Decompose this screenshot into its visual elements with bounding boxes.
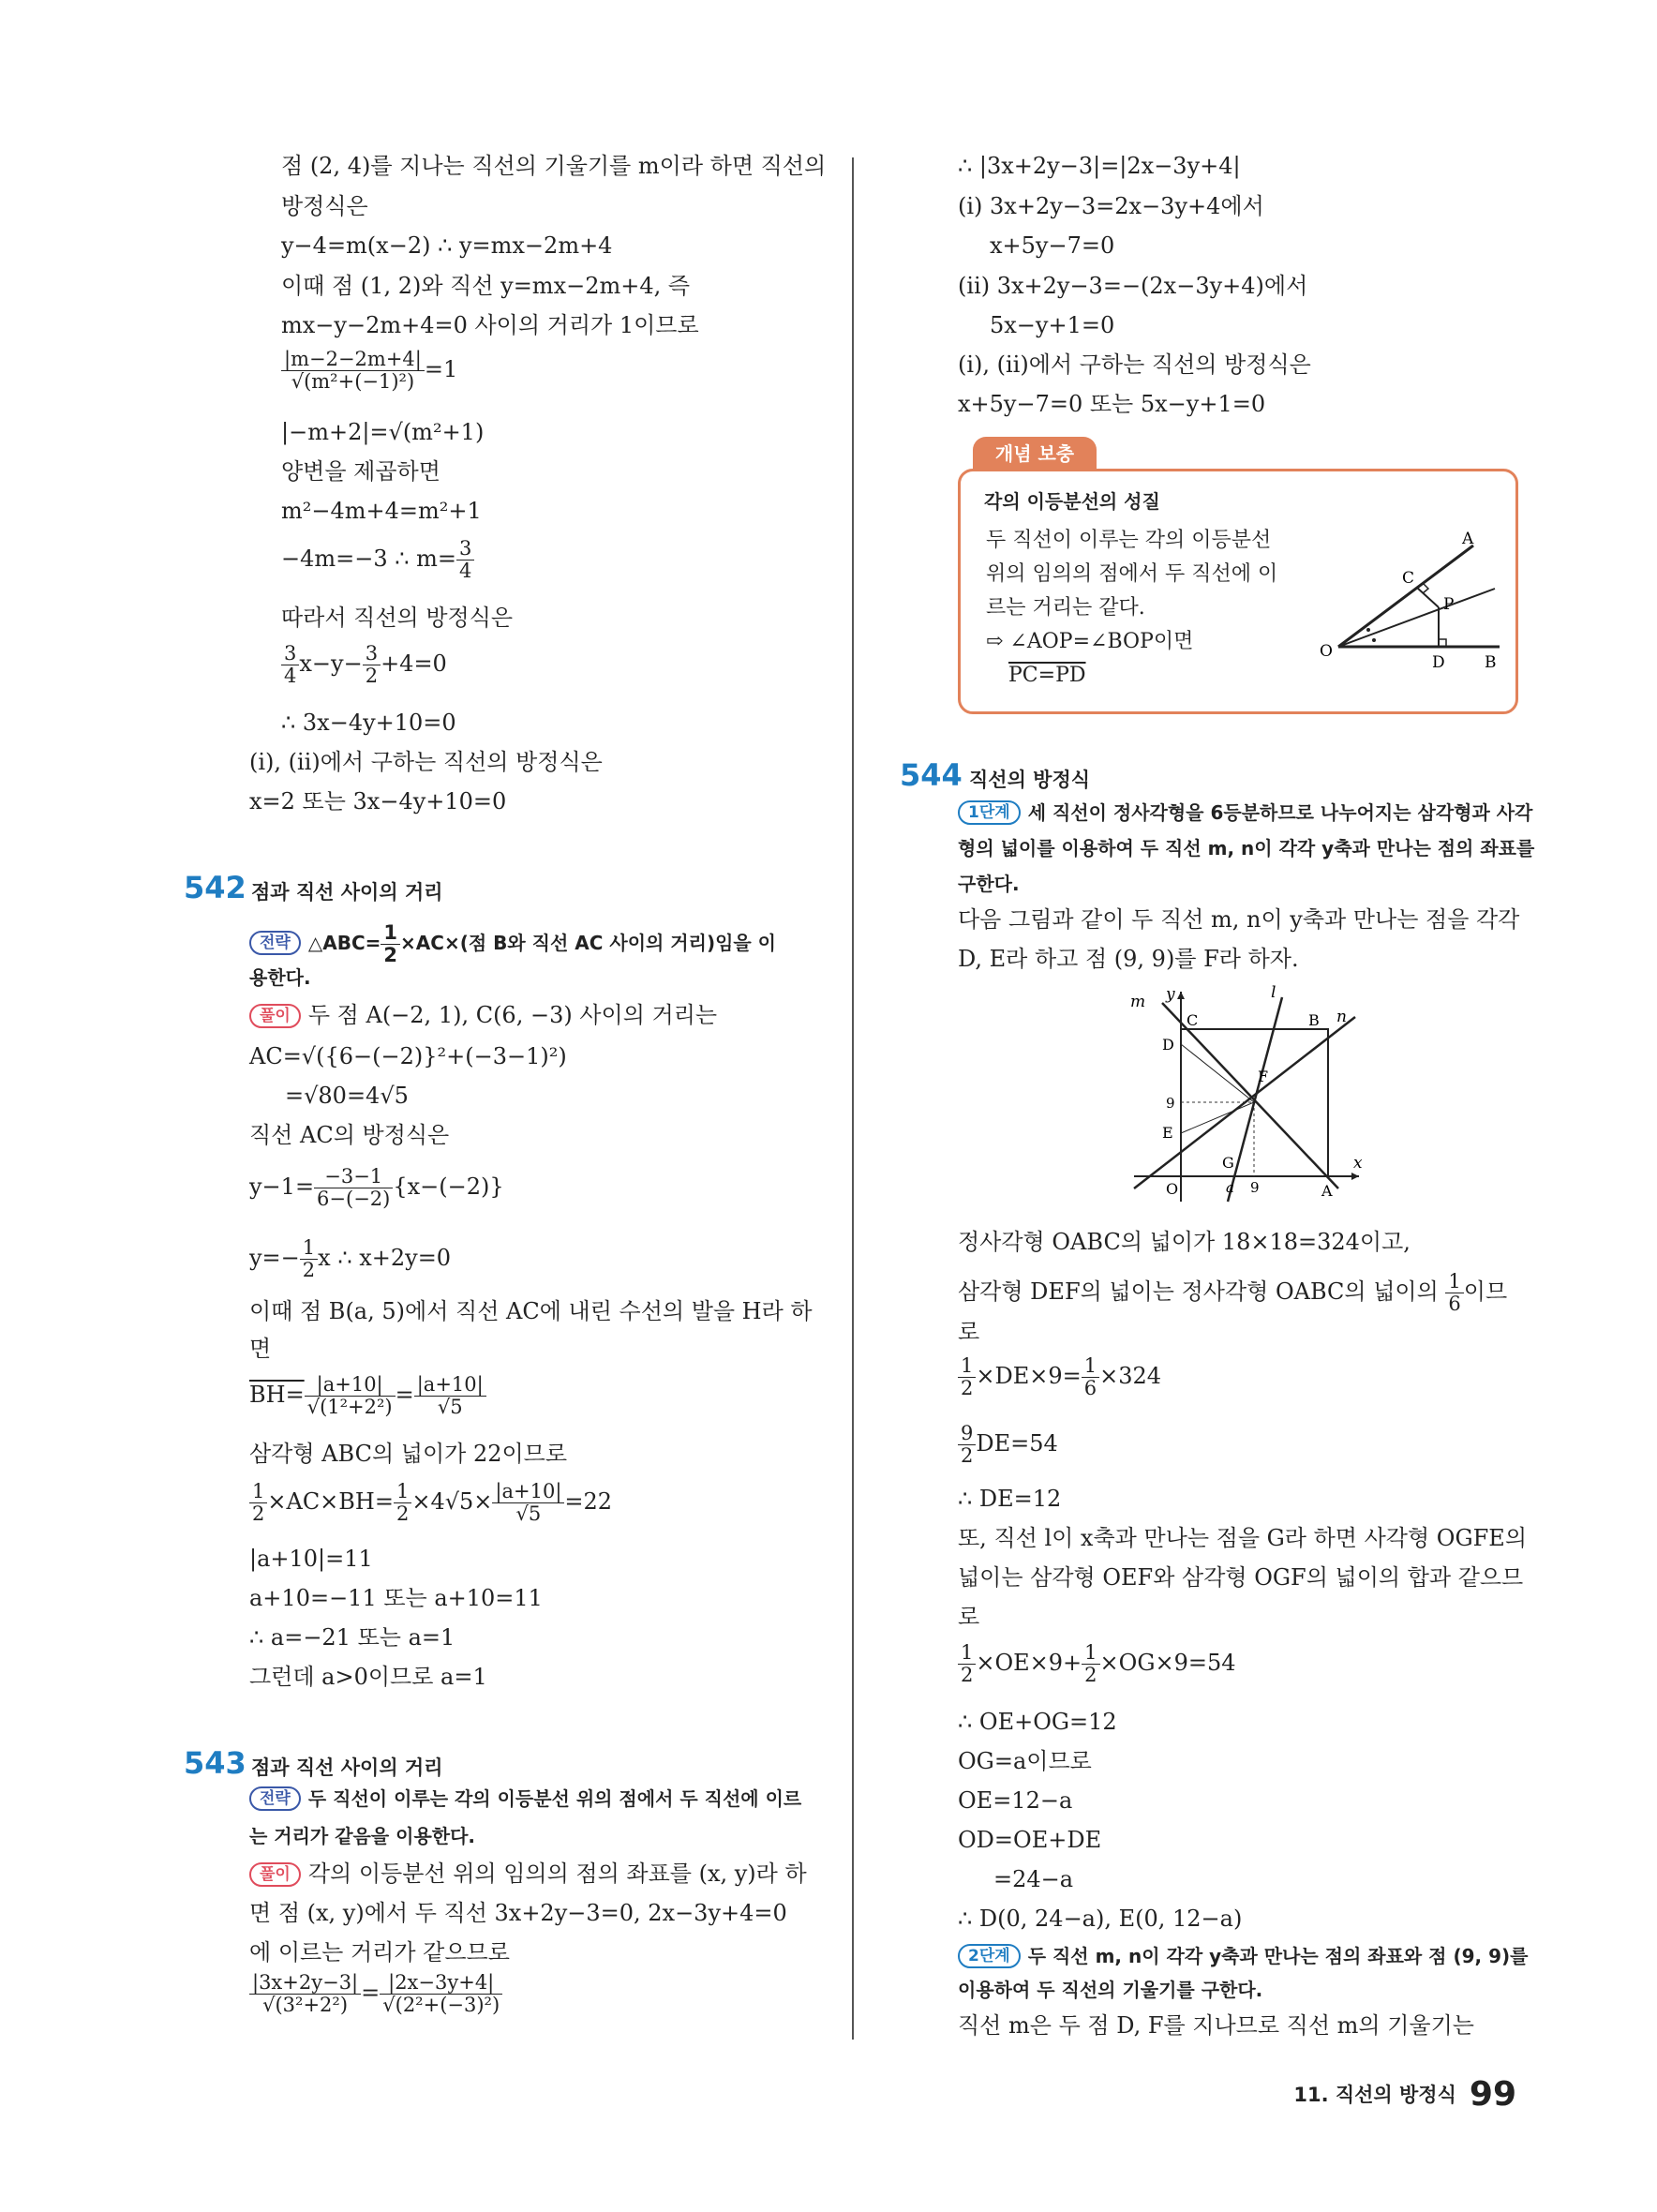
text-line: =√80=4√5 bbox=[285, 1083, 409, 1109]
label-m: m bbox=[1130, 993, 1146, 1011]
step-line: 구한다. bbox=[958, 873, 1020, 895]
label-nine-x: 9 bbox=[1250, 1179, 1260, 1196]
text-line: |a+10|=11 bbox=[249, 1546, 373, 1572]
og-equation: $\frac{1}{2}$ ×OE×9+ $\frac{1}{2}$ ×OG×9=54 bbox=[958, 1642, 1236, 1686]
step-line: 이용하여 두 직선의 기울기를 구한다. bbox=[958, 1979, 1263, 2001]
right-angle-c bbox=[1423, 583, 1428, 593]
text-line: D, E라 하고 점 (9, 9)를 F라 하자. bbox=[958, 946, 1299, 972]
ac-equation-simplified: y=− $\frac{1}{2}$ x ∴ x+2y=0 bbox=[249, 1236, 452, 1282]
label-l: l bbox=[1271, 984, 1276, 1002]
text-line: 또, 직선 l이 x축과 만나는 점을 G라 하면 사각형 OGFE의 bbox=[958, 1525, 1528, 1551]
line-m bbox=[1162, 1003, 1338, 1188]
de-equation-2: $\frac{9}{2}$ DE=54 bbox=[958, 1423, 1058, 1467]
text-line: 이때 점 B(a, 5)에서 직선 AC에 내린 수선의 발을 H라 하 bbox=[249, 1298, 813, 1324]
text-line: x=2 또는 3x−4y+10=0 bbox=[249, 788, 507, 815]
label-p: P bbox=[1443, 595, 1455, 614]
y-arrow bbox=[1177, 992, 1185, 999]
label-x: x bbox=[1353, 1154, 1363, 1173]
text-line: y−4=m(x−2) ∴ y=mx−2m+4 bbox=[281, 232, 613, 259]
text-line: m²−4m+4=m²+1 bbox=[281, 498, 482, 524]
problem-title: 직선의 방정식 bbox=[969, 769, 1091, 791]
x-arrow bbox=[1351, 1173, 1359, 1180]
angle-bisector-figure bbox=[1312, 525, 1509, 684]
text-line: 점 (2, 4)를 지나는 직선의 기울기를 m이라 하면 직선의 bbox=[281, 153, 827, 179]
strategy-line: 용한다. bbox=[249, 966, 311, 989]
label-a-lower: a bbox=[1226, 1179, 1234, 1196]
concept-text: 위의 임의의 점에서 두 직선에 이 bbox=[986, 562, 1278, 586]
label-c: C bbox=[1187, 1011, 1199, 1029]
square-graph bbox=[1125, 984, 1368, 1209]
label-a: A bbox=[1321, 1182, 1333, 1200]
label-d: D bbox=[1162, 1036, 1174, 1054]
text-line: 로 bbox=[958, 1604, 980, 1630]
text-line: ∴ |3x+2y−3|=|2x−3y+4| bbox=[958, 153, 1241, 179]
text-line: 면 bbox=[249, 1336, 272, 1362]
page-footer bbox=[1293, 2075, 1516, 2114]
column-divider bbox=[852, 157, 854, 2040]
label-b: B bbox=[1485, 653, 1497, 672]
problem-title: 점과 직선 사이의 거리 bbox=[251, 1756, 443, 1779]
text-line: 에 이르는 거리가 같으므로 bbox=[249, 1939, 510, 1965]
solution-line: 풀이 각의 이등분선 위의 임의의 점의 좌표를 (x, y)라 하 bbox=[249, 1860, 807, 1888]
label-n: n bbox=[1336, 1008, 1347, 1026]
concept-tab: 개념 보충 bbox=[973, 437, 1097, 471]
text-line: 따라서 직선의 방정식은 bbox=[281, 605, 514, 631]
de-equation: $\frac{1}{2}$ ×DE×9= $\frac{1}{6}$ ×324 bbox=[958, 1355, 1161, 1399]
problem-title: 점과 직선 사이의 거리 bbox=[251, 881, 443, 904]
label-c: C bbox=[1402, 569, 1415, 588]
solution-tag: 풀이 bbox=[249, 1862, 301, 1887]
label-a: A bbox=[1462, 530, 1474, 548]
label-e: E bbox=[1162, 1124, 1173, 1142]
solution-line: 풀이 두 점 A(−2, 1), C(6, −3) 사이의 거리는 bbox=[249, 1001, 717, 1029]
text-line: 그런데 a>0이므로 a=1 bbox=[249, 1664, 487, 1690]
text-line: OD=OE+DE bbox=[958, 1827, 1102, 1853]
step-line: 2단계 두 직선 m, n이 각각 y축과 만나는 점의 좌표와 점 (9, 9)를 bbox=[958, 1942, 1528, 1970]
text-line: (ⅰ), (ⅱ)에서 구하는 직선의 방정식은 bbox=[249, 749, 603, 775]
segment-pc bbox=[1417, 588, 1439, 607]
distance-equation: $\frac{|3x+2y-3|}{\text{√(3²+2²)}}$ = $\frac{|2x-3y+4|}{\text{√(2²+(−3)²)}}$ bbox=[249, 1972, 502, 2016]
solution-tag: 풀이 bbox=[249, 1004, 301, 1028]
concept-title: 각의 이등분선의 성질 bbox=[984, 490, 1160, 513]
label-o: O bbox=[1320, 642, 1333, 661]
page-number: 99 bbox=[1469, 2075, 1516, 2114]
text-line: (ⅱ) 3x+2y−3=−(2x−3y+4)에서 bbox=[958, 273, 1308, 299]
text-line: OG=a이므로 bbox=[958, 1748, 1092, 1774]
area-equation: $\frac{1}{2}$ ×AC×BH= $\frac{1}{2}$ ×4√5× $\frac{|a+10|}{√5}$ =22 bbox=[249, 1481, 612, 1525]
fraction-eq: $\frac{|m-2-2m+4|}{\text{√(m²+(−1)²)}}$ =1 bbox=[281, 349, 457, 393]
chapter-label: 11. 직선의 방정식 bbox=[1293, 2084, 1456, 2106]
text-line: ∴ DE=12 bbox=[958, 1486, 1062, 1512]
step-line: 1단계 세 직선이 정사각형을 6등분하므로 나누어지는 삼각형과 사각 bbox=[958, 799, 1532, 827]
label-y: y bbox=[1166, 985, 1175, 1004]
strategy-line: 전략 △ABC= $\frac{1}{2}$ ×AC×(점 B와 직선 AC 사이의 거리)임을 이 bbox=[249, 922, 776, 966]
text-line: a+10=−11 또는 a+10=11 bbox=[249, 1585, 543, 1611]
text-line: ∴ OE+OG=12 bbox=[958, 1709, 1117, 1735]
label-f: F bbox=[1258, 1068, 1269, 1085]
text-line: (ⅰ), (ⅱ)에서 구하는 직선의 방정식은 bbox=[958, 351, 1311, 378]
label-g: G bbox=[1222, 1154, 1234, 1172]
label-d: D bbox=[1432, 653, 1445, 672]
text-line: 로 bbox=[958, 1319, 980, 1345]
problem-number: 544 bbox=[900, 757, 963, 793]
bisector-op bbox=[1338, 589, 1495, 647]
line-l bbox=[1228, 997, 1282, 1202]
text-line: (ⅰ) 3x+2y−3=2x−3y+4에서 bbox=[958, 193, 1264, 219]
text-line: mx−y−2m+4=0 사이의 거리가 1이므로 bbox=[281, 312, 699, 338]
problem-number: 542 bbox=[184, 870, 246, 905]
text-line: AC=√({6−(−2)}²+(−3−1)²) bbox=[249, 1043, 567, 1069]
text-line: x+5y−7=0 또는 5x−y+1=0 bbox=[958, 391, 1266, 417]
text-line: =24−a bbox=[993, 1866, 1074, 1892]
label-b: B bbox=[1308, 1011, 1320, 1029]
text-line: ∴ D(0, 24−a), E(0, 12−a) bbox=[958, 1906, 1243, 1932]
label-o: O bbox=[1166, 1180, 1179, 1198]
concept-text: 두 직선이 이루는 각의 이등분선 bbox=[986, 529, 1272, 552]
problem-number: 543 bbox=[184, 1745, 246, 1781]
text-line: OE=12−a bbox=[958, 1787, 1073, 1814]
line-equation: $\frac{3}{4}$ x−y− $\frac{3}{2}$ +4=0 bbox=[281, 643, 447, 687]
concept-text: ⇨ ∠AOP=∠BOP이면 bbox=[986, 630, 1194, 653]
concept-text: 르는 거리는 같다. bbox=[986, 596, 1145, 620]
strategy-tag: 전략 bbox=[249, 1786, 301, 1811]
text-line: 면 점 (x, y)에서 두 직선 3x+2y−3=0, 2x−3y+4=0 bbox=[249, 1900, 787, 1926]
text-line: 삼각형 ABC의 넓이가 22이므로 bbox=[249, 1441, 568, 1467]
text-line: ∴ 3x−4y+10=0 bbox=[281, 710, 456, 736]
text-line: 5x−y+1=0 bbox=[990, 312, 1115, 338]
text-line: 직선 m은 두 점 D, F를 지나므로 직선 m의 기울기는 bbox=[958, 2012, 1474, 2039]
text-line: x+5y−7=0 bbox=[990, 232, 1115, 259]
text-line: 다음 그림과 같이 두 직선 m, n이 y축과 만나는 점을 각각 bbox=[958, 906, 1520, 933]
angle-mark bbox=[1372, 638, 1376, 642]
text-line: ∴ a=−21 또는 a=1 bbox=[249, 1624, 455, 1651]
angle-mark bbox=[1366, 628, 1370, 632]
text-line: |−m+2|=√(m²+1) bbox=[281, 419, 485, 445]
text-line: 양변을 제곱하면 bbox=[281, 458, 440, 485]
bh-equation: BH= $\frac{|a+10|}{\text{√(1²+2²)}}$ = $\frac{|a+10|}{√5}$ bbox=[249, 1374, 486, 1418]
concept-text: PC=PD bbox=[1008, 664, 1086, 687]
text-line: 이때 점 (1, 2)와 직선 y=mx−2m+4, 즉 bbox=[281, 273, 691, 299]
text-line: 직선 AC의 방정식은 bbox=[249, 1122, 450, 1148]
strategy-tag: 전략 bbox=[249, 931, 301, 955]
step-tag: 1단계 bbox=[958, 800, 1021, 825]
strategy-line: 전략 두 직선이 이루는 각의 이등분선 위의 점에서 두 직선에 이르 bbox=[249, 1785, 801, 1813]
step-line: 형의 넓이를 이용하여 두 직선 m, n이 각각 y축과 만나는 점의 좌표를 bbox=[958, 837, 1535, 859]
m-equation: −4m=−3 ∴ m= $\frac{3}{4}$ bbox=[281, 538, 474, 582]
step-tag: 2단계 bbox=[958, 1944, 1021, 1968]
strategy-line: 는 거리가 같음을 이용한다. bbox=[249, 1825, 476, 1847]
text-line: 방정식은 bbox=[281, 193, 368, 219]
area-ratio-line: 삼각형 DEF의 넓이는 정사각형 OABC의 넓이의 $\frac{1}{6}$ 이므 bbox=[958, 1270, 1508, 1316]
text-line: 넓이는 삼각형 OEF와 삼각형 OGF의 넓이의 합과 같으므 bbox=[958, 1564, 1524, 1591]
text-line: 정사각형 OABC의 넓이가 18×18=324이고, bbox=[958, 1229, 1411, 1255]
ac-equation: y−1= $\frac{-3-1}{6-(-2)}$ {x−(−2)} bbox=[249, 1165, 504, 1211]
label-nine-y: 9 bbox=[1166, 1095, 1175, 1112]
